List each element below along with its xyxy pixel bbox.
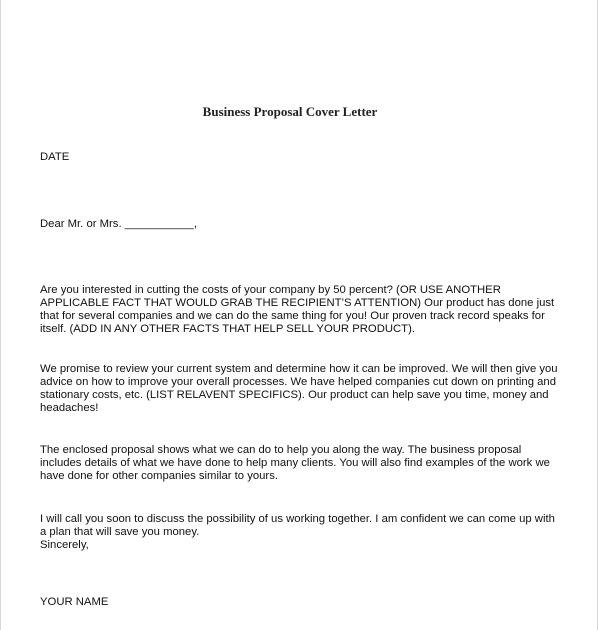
paragraph-intro: Are you interested in cutting the costs of your company by 50 percent? (OR USE ANOTHER APPLICABLE FACT THAT WOULD GRAB THE RECIPIENT’S ATTENTION) Our product has done just that for several companies and we can do the same thing for you! Our proven track record speaks for itself. (ADD IN ANY OTHER FACTS THAT HELP SELL YOUR PRODUCT). [40,284,555,335]
closing: Sincerely, [40,539,89,551]
salutation: Dear Mr. or Mrs. ___________, [40,218,197,230]
document-title: Business Proposal Cover Letter [202,104,378,119]
paragraph-promise: We promise to review your current system and determine how it can be improved. We will then give you advice on how to improve your overall processes. We have helped companies cut down on printing and stationary costs, etc. (LIST RELAVENT SPECIFICS). Our product can help save you time, money and headaches! [40,363,558,414]
paragraph-follow-up: I will call you soon to discuss the possibility of us working together. I am confident we can come up with a plan that will save you money. [40,513,555,538]
date-line: DATE [40,151,70,163]
signature-name: YOUR NAME [40,596,109,608]
paragraph-enclosed-proposal: The enclosed proposal shows what we can do to help you along the way. The business proposal includes details of what we have done to help many clients. You will also find examples of the work we have done for other companies similar to yours. [40,444,550,482]
